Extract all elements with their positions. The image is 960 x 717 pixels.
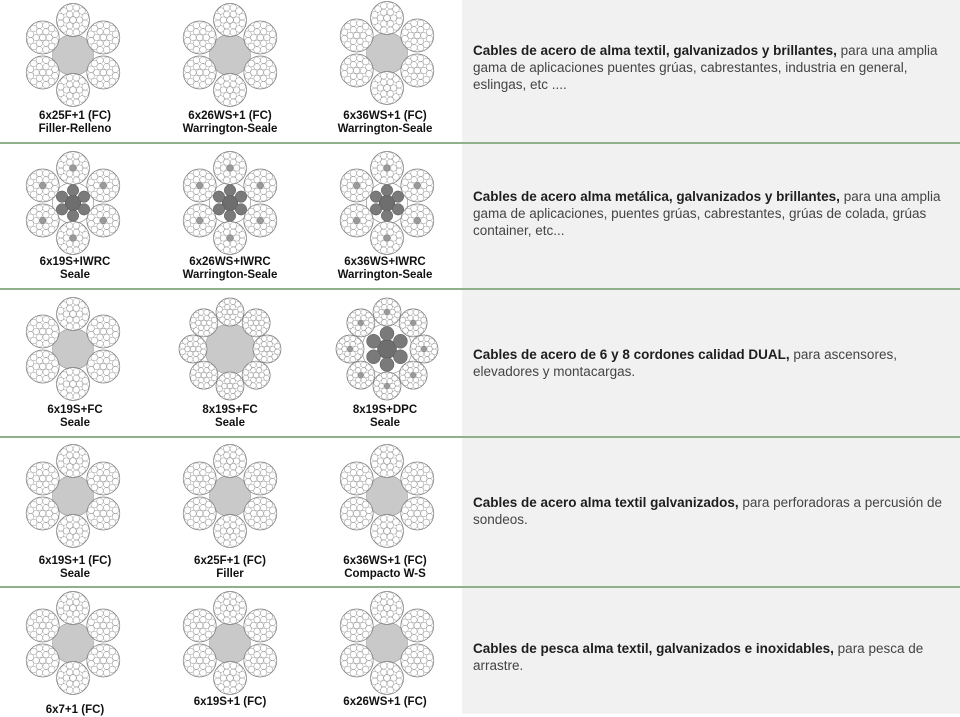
- catalog-row: [0, 290, 960, 436]
- rope-caption: [0, 110, 150, 136]
- description-headline: Cables de acero de 6 y 8 cordones calidad DUAL,: [473, 347, 790, 362]
- rope-code: 6x25F+1 (FC): [194, 555, 266, 567]
- row-description: [473, 640, 953, 674]
- rope-cross-section: [177, 296, 283, 402]
- rope-construction: Seale: [59, 269, 91, 281]
- rope-caption: [155, 110, 305, 136]
- rope-caption: [155, 696, 305, 709]
- rope-construction: Filler-Relleno: [38, 123, 112, 135]
- rope-caption: [310, 110, 460, 136]
- rope-construction: Warrington-Seale: [182, 123, 278, 135]
- rope-construction: Warrington-Seale: [337, 269, 433, 281]
- description-text: para perforadoras a percusión de sondeos.: [473, 495, 943, 527]
- row-description: [473, 42, 953, 93]
- rope-cross-section: [334, 590, 440, 696]
- catalog-row: [0, 0, 960, 142]
- rope-cross-section: [177, 443, 283, 549]
- rope-code: 8x19S+DPC: [352, 404, 418, 416]
- row-description: [473, 188, 953, 239]
- rope-construction: Compacto W-S: [344, 568, 426, 580]
- rope-cross-section: [177, 150, 283, 256]
- rope-caption: [310, 404, 460, 430]
- row-description: [473, 346, 953, 380]
- rope-code: 6x36WS+1 (FC): [343, 555, 427, 567]
- rope-construction: Seale: [214, 417, 246, 429]
- rope-construction: Warrington-Seale: [337, 123, 433, 135]
- rope-cross-section: [334, 0, 440, 106]
- rope-code: 6x26WS+1 (FC): [188, 110, 272, 122]
- rope-construction: Warrington-Seale: [182, 269, 278, 281]
- rope-caption: [310, 555, 460, 581]
- rope-code: 6x26WS+1 (FC): [343, 696, 427, 708]
- rope-caption: [0, 404, 150, 430]
- row-description: [473, 494, 953, 528]
- rope-caption: [310, 256, 460, 282]
- rope-cross-section: [334, 443, 440, 549]
- description-text: para una amplia gama de aplicaciones, puentes grúas, cabrestantes, grúas de colada, grúas container, etc...: [473, 189, 941, 238]
- rope-code: 6x25F+1 (FC): [39, 110, 111, 122]
- rope-code: 6x19S+FC: [47, 404, 103, 416]
- rope-construction: Seale: [59, 417, 91, 429]
- catalog-row: [0, 144, 960, 288]
- rope-code: 6x36WS+1 (FC): [343, 110, 427, 122]
- rope-code: 8x19S+FC: [202, 404, 258, 416]
- rope-cross-section: [20, 296, 126, 402]
- catalog-row: [0, 588, 960, 714]
- rope-code: 6x26WS+IWRC: [189, 256, 271, 268]
- rope-construction: Seale: [59, 568, 91, 580]
- rope-code: 6x19S+1 (FC): [193, 696, 267, 708]
- rope-caption: [155, 404, 305, 430]
- description-text: para una amplia gama de aplicaciones puentes grúas, cabrestantes, industria en general, eslingas, etc ....: [473, 43, 938, 92]
- rope-construction: Seale: [369, 417, 401, 429]
- description-headline: Cables de acero de alma textil, galvanizados y brillantes,: [473, 43, 837, 58]
- description-headline: Cables de acero alma textil galvanizados,: [473, 495, 739, 510]
- description-text: para pesca de arrastre.: [473, 641, 924, 673]
- description-headline: Cables de acero alma metálica, galvanizados y brillantes,: [473, 189, 840, 204]
- rope-cross-section: [334, 150, 440, 256]
- description-text: para ascensores, elevadores y montacargas.: [473, 347, 897, 379]
- rope-caption: [0, 256, 150, 282]
- rope-caption: [310, 696, 460, 709]
- rope-caption: [0, 555, 150, 581]
- rope-caption: [0, 704, 150, 717]
- rope-cross-section: [20, 590, 126, 696]
- catalog-row: [0, 438, 960, 586]
- rope-caption: [155, 555, 305, 581]
- rope-cross-section: [334, 296, 440, 402]
- rope-code: 6x36WS+IWRC: [344, 256, 426, 268]
- rope-code: 6x7+1 (FC): [45, 704, 105, 716]
- rope-cross-section: [20, 2, 126, 108]
- rope-construction: Filler: [216, 568, 244, 580]
- rope-cross-section: [20, 150, 126, 256]
- rope-code: 6x19S+1 (FC): [38, 555, 112, 567]
- description-headline: Cables de pesca alma textil, galvanizados e inoxidables,: [473, 641, 834, 656]
- rope-cross-section: [177, 2, 283, 108]
- rope-caption: [155, 256, 305, 282]
- rope-cross-section: [177, 590, 283, 696]
- rope-code: 6x19S+IWRC: [39, 256, 111, 268]
- rope-cross-section: [20, 443, 126, 549]
